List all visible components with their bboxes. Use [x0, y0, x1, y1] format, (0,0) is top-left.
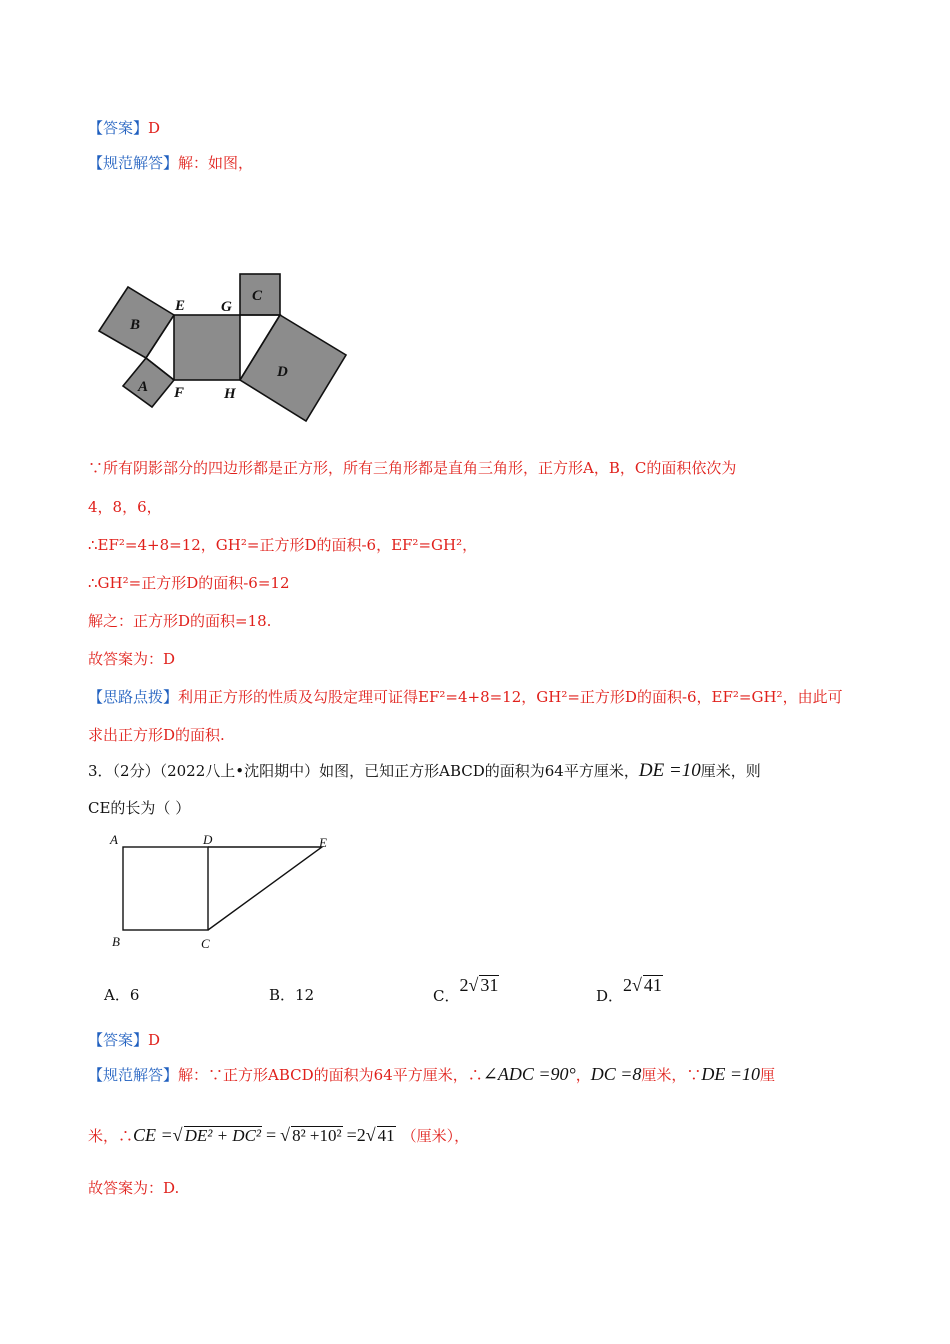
- reasoning-line-6: 故答案为：D: [88, 650, 176, 668]
- solution3-expr-4-lhs: CE =: [133, 1125, 173, 1145]
- option-d-prefix: D．: [596, 987, 624, 1005]
- solution3-radicand-2: 8² +10²: [292, 1126, 342, 1145]
- solution3-radicand-1: DE² + DC²: [184, 1126, 262, 1145]
- sqrt-sign-1: √: [172, 1125, 183, 1145]
- fig1-label-c: C: [252, 288, 263, 304]
- fig2-label-e: E: [319, 835, 327, 850]
- sqrt-sign-2: √: [280, 1125, 291, 1145]
- solution3-text-4: 厘: [760, 1066, 776, 1084]
- fig2-label-a: A: [110, 832, 118, 847]
- option-d-radicand: 41: [643, 975, 662, 995]
- hint-line-2: 求出正方形D的面积.: [88, 726, 225, 744]
- fig2-label-b: B: [112, 934, 120, 949]
- option-c-prefix: C．: [433, 987, 460, 1005]
- solution3-text-2: ，: [575, 1066, 591, 1084]
- solution-tag: 【规范解答】: [88, 154, 179, 172]
- reasoning-line-3: ∴EF²=4+8=12，GH²=正方形D的面积-6，EF²=GH²，: [88, 536, 478, 554]
- question-text-b: 厘米，则: [700, 762, 761, 780]
- fig1-label-d: D: [277, 364, 288, 380]
- solution3-final: 故答案为：D.: [88, 1179, 180, 1197]
- option-c: [433, 975, 499, 1007]
- solution3-text-6: （厘米），: [401, 1127, 470, 1145]
- sqrt-sign-3: √: [365, 1125, 376, 1145]
- reasoning-line-5: 解之：正方形D的面积=18.: [88, 612, 272, 630]
- option-d-coef: 2: [623, 975, 633, 995]
- fig1-label-f: F: [174, 385, 185, 401]
- solution-text: 解：如图，: [178, 154, 254, 172]
- solution3-line-2: [88, 1124, 469, 1147]
- solution3-expr-2: DC =8: [590, 1064, 642, 1084]
- fig1-label-e: E: [175, 298, 186, 314]
- solution3-expr-1: ∠ADC =90°: [482, 1064, 576, 1084]
- reasoning-line-4: ∴GH²=正方形D的面积-6=12: [88, 574, 290, 592]
- hint-tag: 【思路点拨】: [88, 688, 179, 706]
- option-c-radicand: 31: [480, 975, 499, 995]
- square-abcd: [123, 847, 208, 930]
- answer3-tag: 【答案】: [88, 1031, 149, 1049]
- solution3-radicand-3: 41: [377, 1126, 395, 1145]
- fig1-label-b: B: [130, 317, 141, 333]
- fig1-label-g: G: [221, 299, 232, 315]
- option-c-value: 2√ 31: [459, 975, 499, 995]
- solution3-expr-4-mid: =: [266, 1125, 277, 1145]
- solution3-text-5: 米，∴: [88, 1127, 134, 1145]
- solution3-line-1: [88, 1063, 775, 1086]
- solution3-expr-4-eq: =2: [346, 1125, 366, 1145]
- reasoning-line-2: 4，8，6，: [88, 498, 162, 516]
- option-c-coef: 2: [459, 975, 469, 995]
- solution3-expr-3: DE =10: [701, 1064, 761, 1084]
- solution3-text-1: 解：∵正方形ABCD的面积为64平方厘米，∴: [178, 1066, 483, 1084]
- reasoning-line-1: ∵所有阴影部分的四边形都是正方形，所有三角形都是直角三角形，正方形A，B，C的面积依次为: [88, 459, 737, 477]
- option-b: B．12: [269, 986, 315, 1004]
- answer-tag: 【答案】: [88, 119, 149, 137]
- answer3-value: D: [148, 1031, 161, 1049]
- fig1-label-h: H: [224, 386, 236, 402]
- question-text-a: 3．（2分）（2022八上•沈阳期中）如图，已知正方形ABCD的面积为64平方厘米，: [88, 762, 639, 780]
- option-d: [596, 975, 663, 1007]
- fig2-label-d: D: [203, 832, 213, 847]
- question-line-2: CE的长为（ ）: [88, 799, 191, 817]
- option-d-value: 2√ 41: [623, 975, 662, 995]
- answer-value: D: [148, 119, 161, 137]
- solution3-tag: 【规范解答】: [88, 1066, 179, 1084]
- answer3-line: [88, 1029, 160, 1051]
- fig2-label-c: C: [201, 936, 210, 951]
- triangle-dce: [208, 847, 322, 930]
- fig1-label-a: A: [138, 379, 149, 395]
- hint-text-1: 利用正方形的性质及勾股定理可证得EF²=4+8=12，GH²=正方形D的面积-6，EF²=GH²，由此可: [178, 688, 843, 706]
- option-a: A．6: [104, 986, 140, 1004]
- solution3-text-3: 厘米，∵: [641, 1066, 702, 1084]
- question-expr: DE =10: [638, 760, 701, 781]
